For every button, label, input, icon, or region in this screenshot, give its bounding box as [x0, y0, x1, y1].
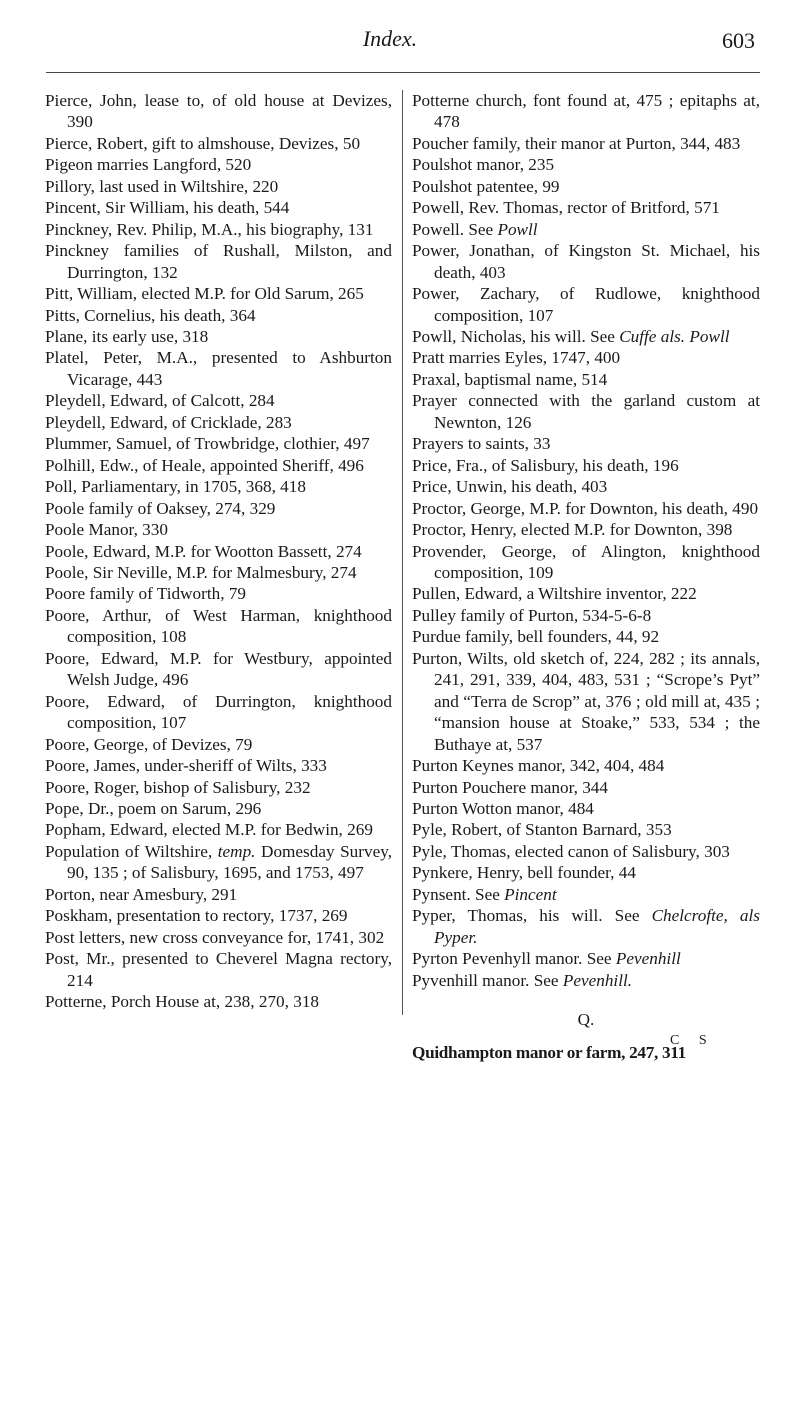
index-entry [45, 541, 392, 562]
entry-text: Prayer connected with the garland custom at Newnton, 126 [412, 391, 760, 432]
entry-text: Powll, Nicholas, his will. See [412, 326, 620, 346]
entry-text: Porton, near Amesbury, 291 [45, 884, 238, 904]
index-entry [45, 219, 392, 240]
entry-text: Pinckney, Rev. Philip, M.A., his biography, 131 [45, 219, 374, 239]
entry-text: Pyvenhill manor. See [412, 970, 563, 990]
entry-text: Quidhampton manor or farm, 247, 311 [412, 1043, 686, 1063]
index-entry [412, 133, 760, 154]
index-entry [412, 884, 760, 905]
entry-text: Poulshot patentee, 99 [412, 176, 560, 196]
cross-reference: Pevenhill. [562, 970, 633, 990]
cross-reference: temp. [217, 841, 256, 861]
entry-text: Poole, Edward, M.P. for Wootton Bassett, 274 [45, 541, 362, 561]
entry-text: Pyle, Robert, of Stanton Barnard, 353 [412, 820, 672, 840]
entry-text: Poole, Sir Neville, M.P. for Malmesbury, 274 [45, 562, 357, 582]
entry-text: Power, Zachary, of Rudlowe, knighthood composition, 107 [412, 284, 760, 325]
index-entry [412, 755, 760, 776]
index-entry [45, 841, 392, 884]
index-entry [45, 691, 392, 734]
running-head-title: Index. [362, 26, 418, 51]
entry-text: Pulley family of Purton, 534-5-6-8 [412, 605, 652, 625]
entry-text: Poucher family, their manor at Purton, 344, 483 [412, 133, 741, 153]
entry-text: Powell, Rev. Thomas, rector of Britford, 571 [412, 198, 720, 218]
section-heading-q: Q. [577, 1010, 595, 1030]
index-entry [412, 819, 760, 840]
entry-text: Post letters, new cross conveyance for, 1741, 302 [45, 927, 385, 947]
index-entry [412, 583, 760, 604]
index-entry [45, 777, 392, 798]
index-entry [412, 154, 760, 175]
index-entry [412, 648, 760, 755]
index-entry [412, 240, 760, 283]
index-entry [412, 390, 760, 433]
cross-reference: Chelcrofte, als Pyper. [434, 906, 760, 947]
page-number: 603 [722, 28, 755, 53]
entry-text: Poskham, presentation to rectory, 1737, 269 [45, 906, 348, 926]
entry-text: Pleydell, Edward, of Calcott, 284 [45, 391, 275, 411]
entry-text: Pillory, last used in Wiltshire, 220 [45, 176, 279, 196]
entry-text: Poore, Roger, bishop of Salisbury, 232 [45, 777, 311, 797]
header-rule [46, 72, 760, 73]
entry-text: Pope, Dr., poem on Sarum, 296 [45, 798, 262, 818]
index-entry [412, 369, 760, 390]
index-entry [45, 927, 392, 948]
entry-text: Poore, Edward, of Durrington, knighthood composition, 107 [45, 691, 392, 733]
index-entry [45, 347, 392, 390]
index-entry [412, 176, 760, 197]
index-entry [45, 884, 392, 905]
entry-text: Price, Unwin, his death, 403 [412, 477, 608, 497]
index-entry [45, 326, 392, 347]
column-divider [402, 90, 403, 1015]
entry-text: Provender, George, of Alington, knighthood composition, 109 [412, 541, 760, 582]
index-entry [412, 90, 760, 133]
index-entry [412, 541, 760, 584]
entry-text: Purton Pouchere manor, 344 [412, 777, 608, 797]
index-entry [412, 347, 760, 368]
index-entry [45, 133, 392, 154]
index-entry [45, 305, 392, 326]
index-entry [412, 777, 760, 798]
index-entry [412, 498, 760, 519]
index-entry [412, 519, 760, 540]
entry-text: Poore family of Tidworth, 79 [45, 584, 247, 604]
entry-text: Price, Fra., of Salisbury, his death, 196 [412, 455, 679, 475]
entry-text: Pierce, Robert, gift to almshouse, Devizes, 50 [45, 133, 361, 153]
entry-text: Pynsent. See [412, 884, 505, 904]
entry-text: Purdue family, bell founders, 44, 92 [412, 627, 660, 647]
entry-text: Population of Wiltshire, [45, 841, 218, 861]
entry-text: Pratt marries Eyles, 1747, 400 [412, 348, 621, 368]
entry-text: Poore, Arthur, of West Harman, knighthood composition, 108 [45, 605, 392, 647]
index-entry [45, 412, 392, 433]
index-entry [412, 862, 760, 883]
entry-text: Plummer, Samuel, of Trowbridge, clothier, 497 [45, 434, 370, 454]
entry-text: Pitt, William, elected M.P. for Old Sarum, 265 [45, 284, 364, 304]
index-entry [45, 197, 392, 218]
index-entry [45, 991, 392, 1012]
index-entry [45, 90, 392, 133]
entry-text: Proctor, George, M.P. for Downton, his death, 490 [412, 498, 759, 518]
index-entry [45, 605, 392, 648]
index-entry [45, 734, 392, 755]
index-entry [45, 755, 392, 776]
index-entry [412, 605, 760, 626]
entry-text: Poole family of Oaksey, 274, 329 [45, 498, 276, 518]
index-entry [412, 433, 760, 454]
index-entry [45, 433, 392, 454]
entry-text: Pigeon marries Langford, 520 [45, 155, 252, 175]
index-entry [45, 648, 392, 691]
index-entry [412, 626, 760, 647]
entry-text: Pincent, Sir William, his death, 544 [45, 198, 290, 218]
index-entry [412, 197, 760, 218]
entry-text: Potterne church, font found at, 475 ; epitaphs at, 478 [412, 91, 760, 132]
cross-reference: Powll [497, 219, 538, 239]
index-entry [412, 970, 760, 991]
entry-text: Purton, Wilts, old sketch of, 224, 282 ; its annals, 241, 291, 339, 404, 483, 531 ; “Scrope’s Pyt” and “Terra de Scrop” at, 376 ; old mill at, 435 ; “mansion house at Stoake,” 533, 534 ; the Buthaye at, 537 [412, 648, 760, 754]
index-column-left [45, 90, 392, 1012]
index-entry [412, 219, 760, 240]
entry-text: Pynkere, Henry, bell founder, 44 [412, 863, 636, 883]
index-entry [412, 841, 760, 862]
index-entry [45, 948, 392, 991]
index-entry [45, 519, 392, 540]
cross-reference: Pevenhill [615, 949, 681, 969]
index-entry [45, 583, 392, 604]
entry-text: Pyle, Thomas, elected canon of Salisbury, 303 [412, 841, 730, 861]
entry-text: Proctor, Henry, elected M.P. for Downton, 398 [412, 520, 733, 540]
index-entry [412, 476, 760, 497]
entry-text: Popham, Edward, elected M.P. for Bedwin, 269 [45, 820, 373, 840]
index-entry [412, 283, 760, 326]
entry-text: Poore, James, under-sheriff of Wilts, 333 [45, 756, 327, 776]
entry-text: Poll, Parliamentary, in 1705, 368, 418 [45, 477, 306, 497]
signature-mark: C S [670, 1033, 715, 1048]
entry-text: Prayers to saints, 33 [412, 434, 551, 454]
entry-text: Poore, George, of Devizes, 79 [45, 734, 253, 754]
entry-text: Pyrton Pevenhyll manor. See [412, 949, 616, 969]
entry-text: Polhill, Edw., of Heale, appointed Sheriff, 496 [45, 455, 364, 475]
index-entry [412, 905, 760, 948]
entry-text: Platel, Peter, M.A., presented to Ashburton Vicarage, 443 [45, 348, 392, 389]
entry-text: Pullen, Edward, a Wiltshire inventor, 222 [412, 584, 697, 604]
entry-text: Pinckney families of Rushall, Milston, and Durrington, 132 [45, 241, 392, 282]
entry-text: Potterne, Porch House at, 238, 270, 318 [45, 992, 320, 1012]
index-entry [45, 498, 392, 519]
index-entry [45, 905, 392, 926]
entry-text: Powell. See [412, 219, 498, 239]
index-entry [45, 562, 392, 583]
index-entry [45, 798, 392, 819]
entry-text: Plane, its early use, 318 [45, 326, 209, 346]
entry-text: Pyper, Thomas, his will. See [412, 906, 652, 926]
index-entry [45, 283, 392, 304]
index-entry [45, 154, 392, 175]
index-column-right [412, 90, 760, 1064]
entry-text: Praxal, baptismal name, 514 [412, 369, 608, 389]
index-entry [412, 326, 760, 347]
index-entry [45, 390, 392, 411]
entry-text: Purton Wotton manor, 484 [412, 798, 594, 818]
entry-text: Poore, Edward, M.P. for Westbury, appointed Welsh Judge, 496 [45, 648, 392, 690]
entry-text: Post, Mr., presented to Cheverel Magna rectory, 214 [45, 949, 392, 990]
entry-text: Pleydell, Edward, of Cricklade, 283 [45, 412, 292, 432]
index-entry [45, 476, 392, 497]
entry-text: Power, Jonathan, of Kingston St. Michael, his death, 403 [412, 241, 760, 282]
entry-text: Purton Keynes manor, 342, 404, 484 [412, 756, 665, 776]
index-entry [45, 819, 392, 840]
entry-text: Pitts, Cornelius, his death, 364 [45, 305, 256, 325]
index-entry [45, 240, 392, 283]
cross-reference: Cuffe als. Powll [619, 326, 730, 346]
index-entry [45, 176, 392, 197]
index-entry [45, 455, 392, 476]
index-entry [412, 948, 760, 969]
cross-reference: Pincent [504, 884, 557, 904]
index-entry [412, 455, 760, 476]
entry-text: Poole Manor, 330 [45, 520, 168, 540]
entry-text: Poulshot manor, 235 [412, 155, 555, 175]
entry-text: Domesday Survey, 90, 135 ; of Salisbury, 1695, and 1753, 497 [67, 841, 392, 883]
index-entry [412, 798, 760, 819]
entry-text: Pierce, John, lease to, of old house at Devizes, 390 [45, 91, 392, 132]
